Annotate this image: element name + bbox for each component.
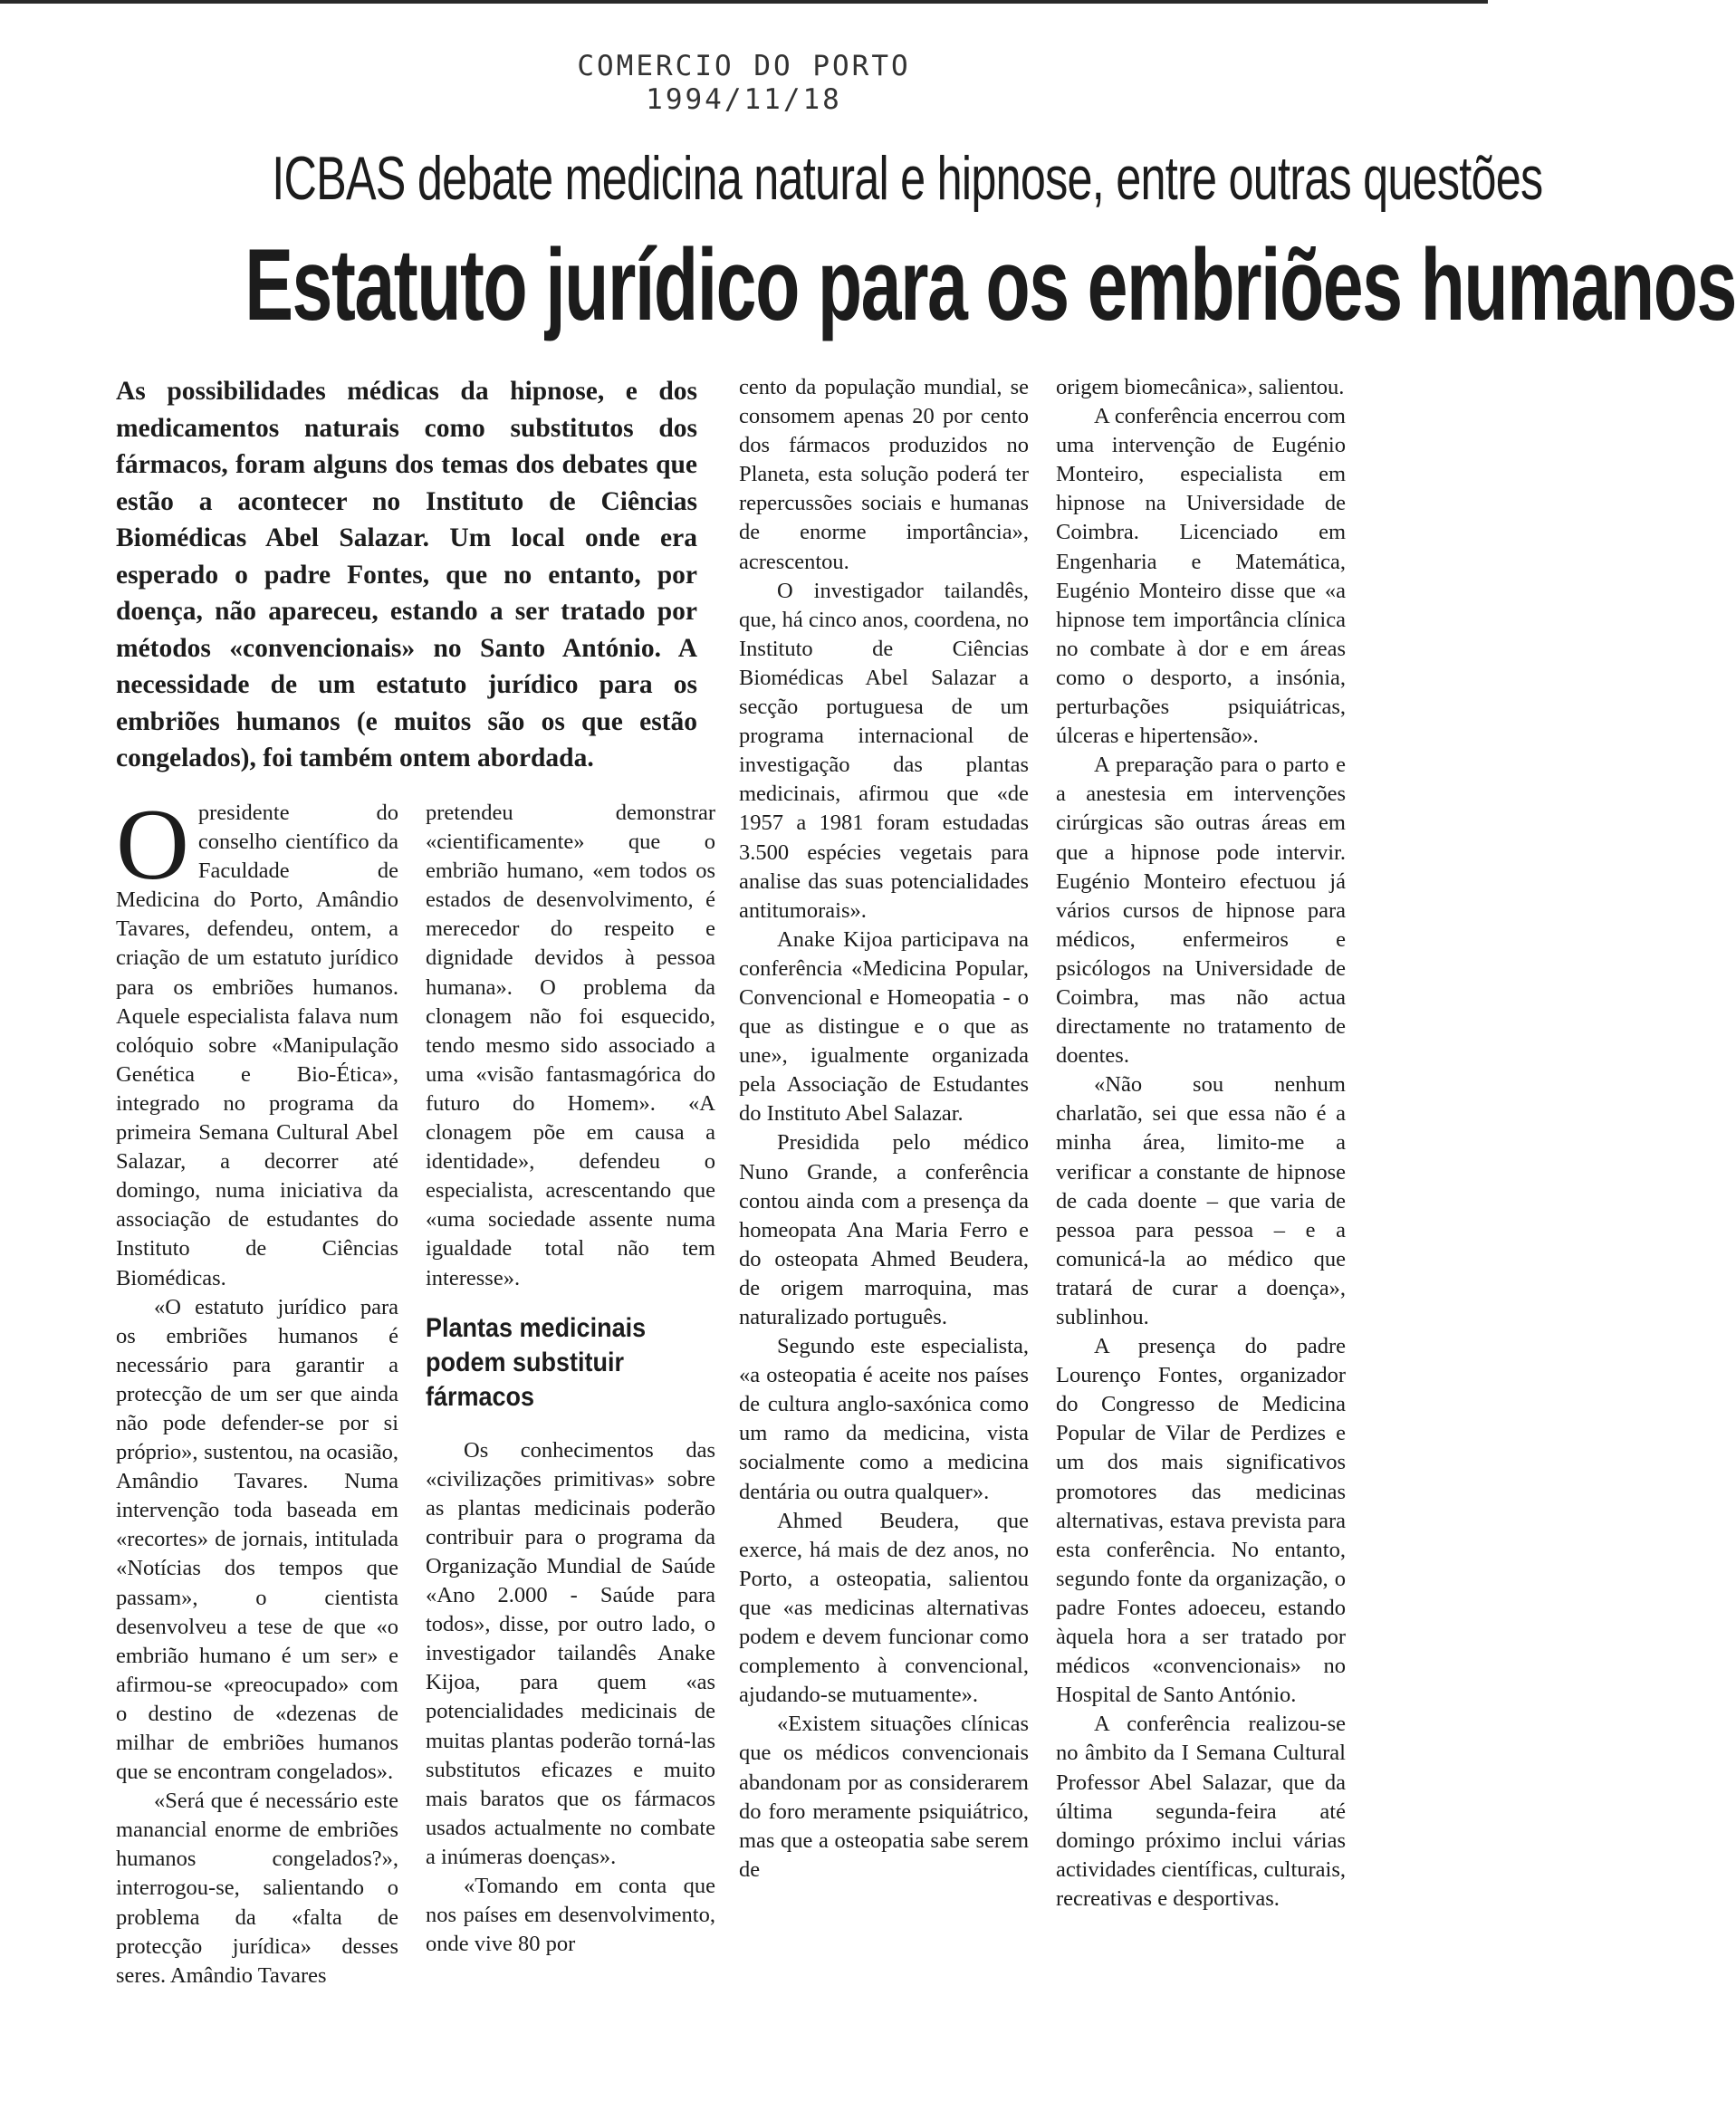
article-headline: Estatuto jurídico para os embriões humanos	[245, 228, 1736, 341]
publication-name: COMERCIO DO PORTO	[577, 50, 911, 82]
body-column-3	[739, 373, 1029, 1885]
body-paragraph: Presidida pelo médico Nuno Grande, a conferência contou ainda com a presença da homeopata Ana Maria Ferro e do osteopata Ahmed Beudera, de origem marroquina, mas naturalizado português.	[739, 1130, 1029, 1329]
body-paragraph: origem biomecânica», salientou.	[1056, 375, 1345, 399]
body-paragraph: «Existem situações clínicas que os médicos convencionais abandonam por as considerarem do foro meramente psiquiátrico, mas que a osteopatia sabe serem de	[739, 1712, 1029, 1882]
top-rule	[0, 0, 1488, 4]
body-paragraph: pretendeu demonstrar «cientificamente» que o embrião humano, «em todos os estados de desenvolvimento, é merecedor do respeito e dignidade devidos à pessoa humana». O problema da clonagem não foi esquecido, tendo mesmo sido associado a uma «visão fantasmagórica do futuro do Homem». «A clonagem põe em causa a identidade», defendeu o especialista, acrescentando que «uma sociedade assente numa igualdade total não tem interesse».	[426, 801, 715, 1290]
body-column-2	[426, 799, 715, 1959]
body-column-4	[1056, 373, 1346, 1914]
body-paragraph: cento da população mundial, se consomem apenas 20 por cento dos fármacos produzidos no Planeta, esta solução poderá ter repercussões sociais e humanas de enorme importância», acrescentou.	[739, 375, 1029, 574]
body-paragraph: «Será que é necessário este manancial enorme de embriões humanos congelados?», interrogou-se, salientando o problema da «falta de protecção jurídica» desses seres. Amândio Tavares	[116, 1789, 398, 1988]
drop-cap: O	[116, 789, 189, 901]
section-subhead: Plantas medicinais podem substituir fármacos	[426, 1312, 647, 1412]
paragraph-text: presidente do conselho científico da Faculdade de Medicina do Porto, Amândio Tavares, defendeu, ontem, a criação de um estatuto jurídico para os embriões humanos. Aquele especialista falava num colóquio sobre «Manipulação Genética e Bio-Ética», integrado no programa da primeira Semana Cultural Abel Salazar, a decorrer até domingo, numa iniciativa da associação de estudantes do Instituto de Ciências Biomédicas.	[116, 801, 398, 1290]
body-paragraph: «Não sou nenhum charlatão, sei que essa não é a minha área, limito-me a verificar a constante de hipnose de cada doente – que varia de pessoa para pessoa – e a comunicá-la ao médico que tratará de curar a doença», sublinhou.	[1056, 1072, 1346, 1329]
body-paragraph	[116, 789, 398, 1293]
body-paragraph: «Tomando em conta que nos países em desenvolvimento, onde vive 80 por	[426, 1874, 715, 1957]
body-paragraph: A presença do padre Lourenço Fontes, organizador do Congresso de Medicina Popular de Vilar de Perdizes e um dos mais significativos promotores das medicinas alternativas, estava prevista para esta conferência. No entanto, segundo fonte da organização, o padre Fontes adoeceu, estando àquela hora a ser tratado por médicos «convencionais» no Hospital de Santo António.	[1056, 1334, 1346, 1708]
body-paragraph: Segundo este especialista, «a osteopatia é aceite nos países de cultura anglo-saxónica como um ramo da medicina, vista socialmente como a medicina dentária ou outra qualquer».	[739, 1334, 1029, 1504]
body-paragraph: A preparação para o parto e a anestesia em intervenções cirúrgicas são outras áreas em que a hipnose pode intervir. Eugénio Monteiro efectuou já vários cursos de hipnose para médicos, enfermeiros e psicólogos na Universidade de Coimbra, mas não actua directamente no tratamento de doentes.	[1056, 753, 1346, 1069]
article-kicker: ICBAS debate medicina natural e hipnose, entre outras questões	[272, 144, 1543, 213]
body-paragraph: «O estatuto jurídico para os embriões humanos é necessário para garantir a protecção de um ser que ainda não pode defender-se por si próprio», sustentou, na ocasião, Amândio Tavares. Numa intervenção toda baseada em «recortes» de jornais, intitulada «Notícias dos tempos que passam», o cientista desenvolveu a tese de que «o embrião humano é um ser» e afirmou-se «preocupado» com o destino de «dezenas de milhar de embriões humanos que se encontram congelados».	[116, 1294, 398, 1785]
body-paragraph: O investigador tailandês, que, há cinco anos, coordena, no Instituto de Ciências Biomédicas Abel Salazar a secção portuguesa de um programa internacional de investigação das plantas medicinais, afirmou que «de 1957 a 1981 foram estudadas 3.500 espécies vegetais para analise das suas potencialidades antitumorais».	[739, 578, 1029, 923]
article-lead: As possibilidades médicas da hipnose, e dos medicamentos naturais como substitutos dos fármacos, foram alguns dos temas dos debates que estão a acontecer no Instituto de Ciências Biomédicas Abel Salazar. Um local onde era esperado o padre Fontes, que no entanto, por doença, não apareceu, estando a ser tratado por métodos «convencionais» no Santo António. A necessidade de um estatuto jurídico para os embriões humanos (e muitos são os que estão congelados), foi também ontem abordada.	[116, 377, 697, 772]
publication-date: 1994/11/18	[646, 83, 842, 116]
body-paragraph: Os conhecimentos das «civilizações primitivas» sobre as plantas medicinais poderão contribuir para o programa da Organização Mundial de Saúde «Ano 2.000 - Saúde para todos», disse, por outro lado, o investigador tailandês Anake Kijoa, para quem «as potencialidades medicinais de muitas plantas poderão torná-las substitutos eficazes e muito mais baratos que os fármacos usados actualmente no combate a inúmeras doenças».	[426, 1437, 715, 1869]
body-column-1	[116, 789, 398, 1991]
body-paragraph: A conferência realizou-se no âmbito da I Semana Cultural Professor Abel Salazar, que da última segunda-feira até domingo próximo inclui várias actividades científicas, culturais, recreativas e desportivas.	[1056, 1712, 1346, 1911]
body-paragraph: Anake Kijoa participava na conferência «Medicina Popular, Convencional e Homeopatia - o que as distingue e o que as une», igualmente organizada pela Associação de Estudantes do Instituto Abel Salazar.	[739, 926, 1029, 1127]
body-paragraph: A conferência encerrou com uma intervenção de Eugénio Monteiro, especialista em hipnose na Universidade de Coimbra. Licenciado em Engenharia e Matemática, Eugénio Monteiro disse que «a hipnose tem importância clínica no combate à dor e em áreas como o desporto, a insónia, perturbações psiquiátricas, úlceras e hipertensão».	[1056, 404, 1346, 749]
body-paragraph: Ahmed Beudera, que exerce, há mais de dez anos, no Porto, a osteopatia, salientou que «as medicinas alternativas podem e devem funcionar como complemento à convencional, ajudando-se mutuamente».	[739, 1508, 1029, 1708]
